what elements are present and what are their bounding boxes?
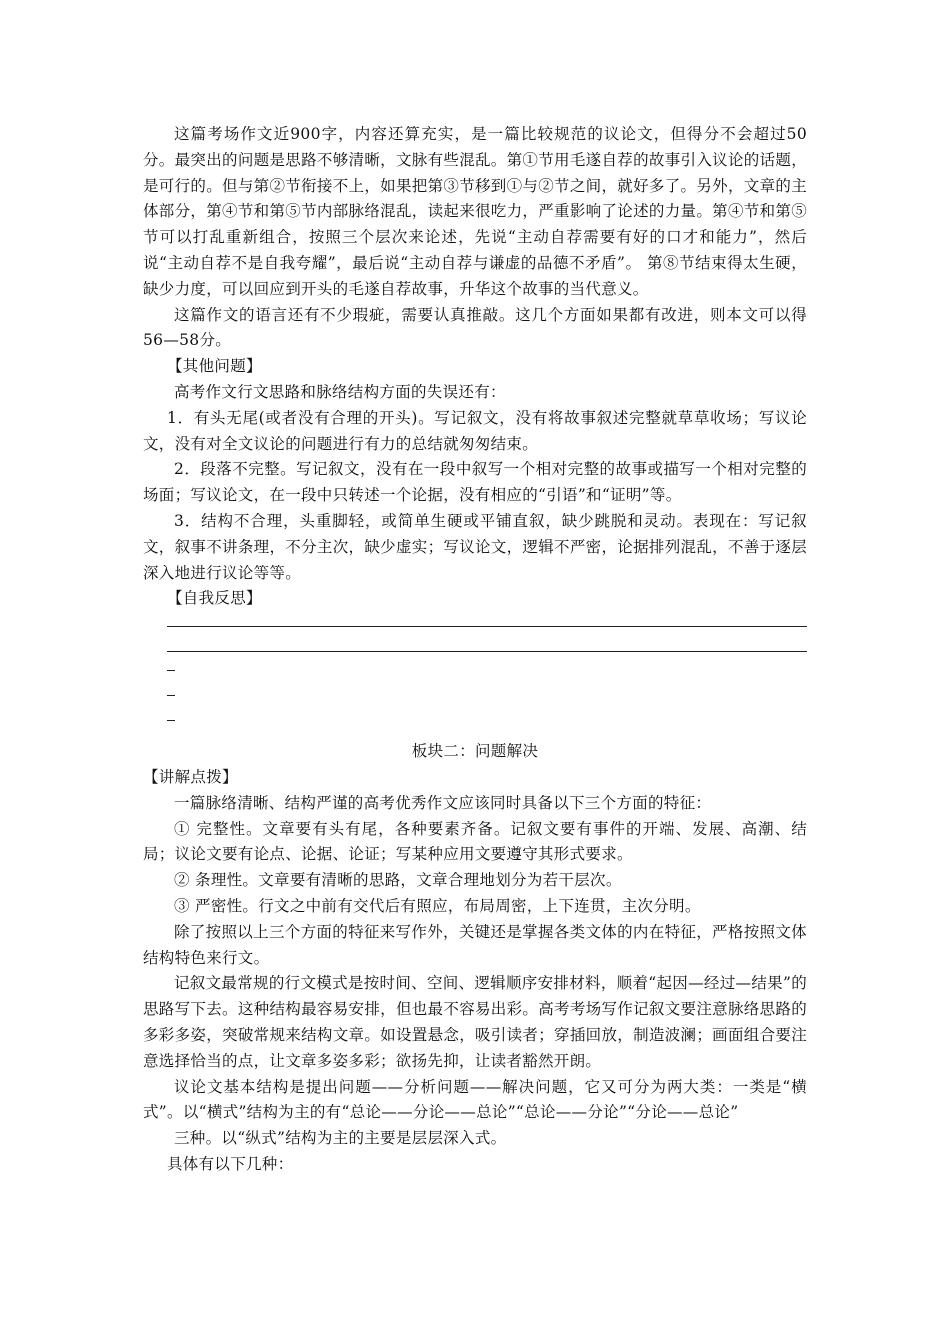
answer-dash-1: [167, 654, 807, 679]
other-issues-intro: 高考作文行文思路和脉络结构方面的失误还有：: [174, 382, 506, 401]
section-paragraph-argument: 议论文基本结构是提出问题——分析问题——解决问题，它又可分为两大类：一类是“横式”。以“横式”结构为主的有“总论——分论——总论”“总论——分论”“分论——总论”: [143, 1077, 807, 1122]
feature-order: ② 条理性。文章要有清晰的思路，文章合理地划分为若干层次。: [174, 871, 622, 890]
feature-rigor: ③ 严密性。行文之中前有交代后有照应，布局周密，上下连贯，主次分明。: [174, 896, 701, 915]
answer-line-1: [167, 626, 807, 627]
document-page: [143, 122, 807, 1178]
self-reflection-heading: 【自我反思】: [167, 589, 262, 608]
section-paragraph-narrative: 记叙文最常规的行文模式是按时间、空间、逻辑顺序安排材料，顺着“起因—经过—结果”的思路写下去。这种结构最容易安排，但也最不容易出彩。高考考场写作记叙文要注意脉络思路的多彩多姿，突破常规来结构文章。如设置悬念，吸引读者；穿插回放，制造波澜；画面组合要注意选择恰当的点，让文章多姿多彩；欲扬先抑，让读者豁然开朗。: [143, 974, 807, 1070]
paragraph-commentary: 这篇考场作文近900字，内容还算充实，是一篇比较规范的议论文，但得分不会超过50分。最突出的问题是思路不够清晰，文脉有些混乱。第①节用毛遂自荐的故事引入议论的话题，是可行的。但与第②节衔接不上，如果把第③节移到①与②节之间，就好多了。另外，文章的主体部分，第④节和第⑤节内部脉络混乱，读起来很吃力，严重影响了论述的力量。第④节和第⑤节可以打乱重新组合，按照三个层次来论述，先说“主动自荐需要有好的口才和能力”，然后说“主动自荐不是自我夸耀”，最后说“主动自荐与谦虚的品德不矛盾”。 第⑧节结束得太生硬，缺少力度，可以回应到开头的毛遂自荐故事，升华这个故事的当代意义。: [143, 125, 807, 298]
other-issues-heading: 【其他问题】: [167, 357, 262, 376]
other-issues-item-1: 1．有头无尾(或者没有合理的开头)。写记叙文，没有将故事叙述完整就草草收场；写议论文，没有对全文议论的问题进行有力的总结就匆匆结束。: [143, 408, 807, 453]
answer-dash-3: [167, 704, 807, 729]
answer-dash-2: [167, 679, 807, 704]
other-issues-item-2: 2．段落不完整。写记叙文，没有在一段中叙写一个相对完整的故事或描写一个相对完整的场面；写议论文，在一段中只转述一个论据，没有相应的“引语”和“证明”等。: [143, 460, 807, 505]
section-title: 板块二：问题解决: [411, 742, 539, 761]
section-paragraph-list-intro: 具体有以下几种：: [167, 1154, 294, 1173]
explanation-heading: 【讲解点拨】: [143, 767, 238, 786]
section-paragraph-vertical: 三种。以“纵式”结构为主的主要是层层深入式。: [174, 1129, 507, 1148]
paragraph-language-note: 这篇作文的语言还有不少瑕疵，需要认真推敲。这几个方面如果都有改进，则本文可以得56—58分。: [143, 305, 807, 350]
other-issues-item-3: 3．结构不合理，头重脚轻，或简单生硬或平铺直叙，缺少跳脱和灵动。表现在：写记叙文，叙事不讲条理，不分主次，缺少虚实；写议论文，逻辑不严密，论据排列混乱，不善于逐层深入地进行议论等等。: [143, 511, 807, 582]
section-paragraph-genre: 除了按照以上三个方面的特征来写作外，关键还是掌握各类文体的内在特征，严格按照文体结构特色来行文。: [143, 922, 807, 967]
section-paragraph-1: 一篇脉络清晰、结构严谨的高考优秀作文应该同时具备以下三个方面的特征：: [174, 793, 712, 812]
feature-completeness: ① 完整性。文章要有头有尾，各种要素齐备。记叙文要有事件的开端、发展、高潮、结局；议论文要有论点、论据、论证；写某种应用文要遵守其形式要求。: [143, 819, 807, 864]
